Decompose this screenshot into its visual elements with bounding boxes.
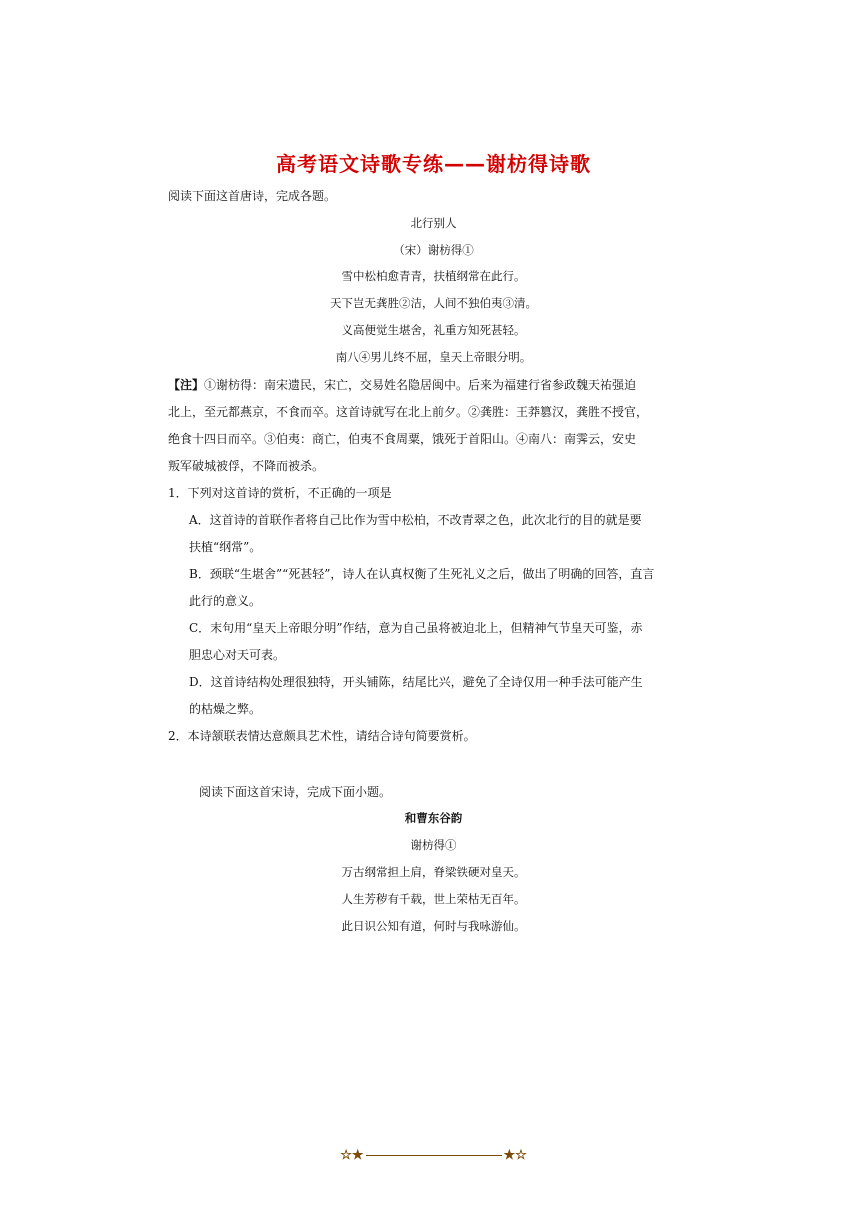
question-1-stem: 1．下列对这首诗的赏析，不正确的一项是 [168,486,392,500]
option-a-line-2: 扶植“纲常”。 [189,540,262,554]
footer-stars-right: ★☆ [503,1148,527,1163]
section1-intro: 阅读下面这首唐诗，完成各题。 [168,189,337,203]
option-d-line-2: 的枯燥之弊。 [189,702,262,716]
footer-rule [366,1155,502,1156]
poem1-line-4: 南八④男儿终不屈，皇天上帝眼分明。 [335,350,532,364]
question-2: 2．本诗颔联表情达意颇具艺术性，请结合诗句简要赏析。 [168,729,476,743]
note-label: 【注】 [168,378,205,392]
note-line-4: 叛军破城被俘，不降而被杀。 [168,459,325,473]
page-title: 高考语文诗歌专练——谢枋得诗歌 [276,152,591,176]
poem1-line-3: 义高便觉生堪舍，礼重方知死甚轻。 [341,323,526,337]
poem1-line-2: 天下岂无龚胜②洁，人间不独伯夷③清。 [330,296,537,310]
option-d-line-1: D．这首诗结构处理很独特，开头铺陈，结尾比兴，避免了全诗仅用一种手法可能产生 [189,675,643,689]
option-c-line-2: 胆忠心对天可表。 [189,648,286,662]
note-line-2: 北上，至元都燕京，不食而卒。这首诗就写在北上前夕。②龚胜：王莽篡汉，龚胜不授官， [168,405,649,419]
option-c-line-1: C．末句用“皇天上帝眼分明”作结，意为自己虽将被迫北上，但精神气节皇天可鉴，赤 [189,621,643,635]
option-b-line-2: 此行的意义。 [189,594,262,608]
poem2-author: 谢枋得① [410,838,457,852]
poem1-line-1: 雪中松柏愈青青，扶植纲常在此行。 [341,269,526,283]
footer-stars-left: ☆★ [340,1148,364,1163]
note-line-3: 绝食十四日而卒。③伯夷：商亡，伯夷不食周粟，饿死于首阳山。④南八：南霁云，安史 [168,432,637,446]
poem1-author: （宋）谢枋得① [393,243,474,257]
poem2-line-1: 万古纲常担上肩，脊梁铁硬对皇天。 [341,865,526,879]
poem2-line-2: 人生芳秽有千载，世上荣枯无百年。 [341,892,526,906]
poem2-line-3: 此日识公知有道，何时与我咏游仙。 [341,919,526,933]
poem1-title: 北行别人 [410,216,457,230]
poem2-title: 和曹东谷韵 [404,811,463,825]
footer-ornament [0,1148,867,1163]
option-a-line-1: A．这首诗的首联作者将自己比作为雪中松柏，不改青翠之色，此次北行的目的就是要 [189,513,642,527]
section2-intro: 阅读下面这首宋诗，完成下面小题。 [199,785,392,799]
note-text-1: ①谢枋得：南宋遗民，宋亡，交易姓名隐居闽中。后来为福建行省参政魏天祐强迫 [204,378,637,392]
note-line-1 [168,372,636,399]
option-b-line-1: B．颈联“生堪舍”“死甚轻”，诗人在认真权衡了生死礼义之后，做出了明确的回答，直言 [189,567,655,581]
